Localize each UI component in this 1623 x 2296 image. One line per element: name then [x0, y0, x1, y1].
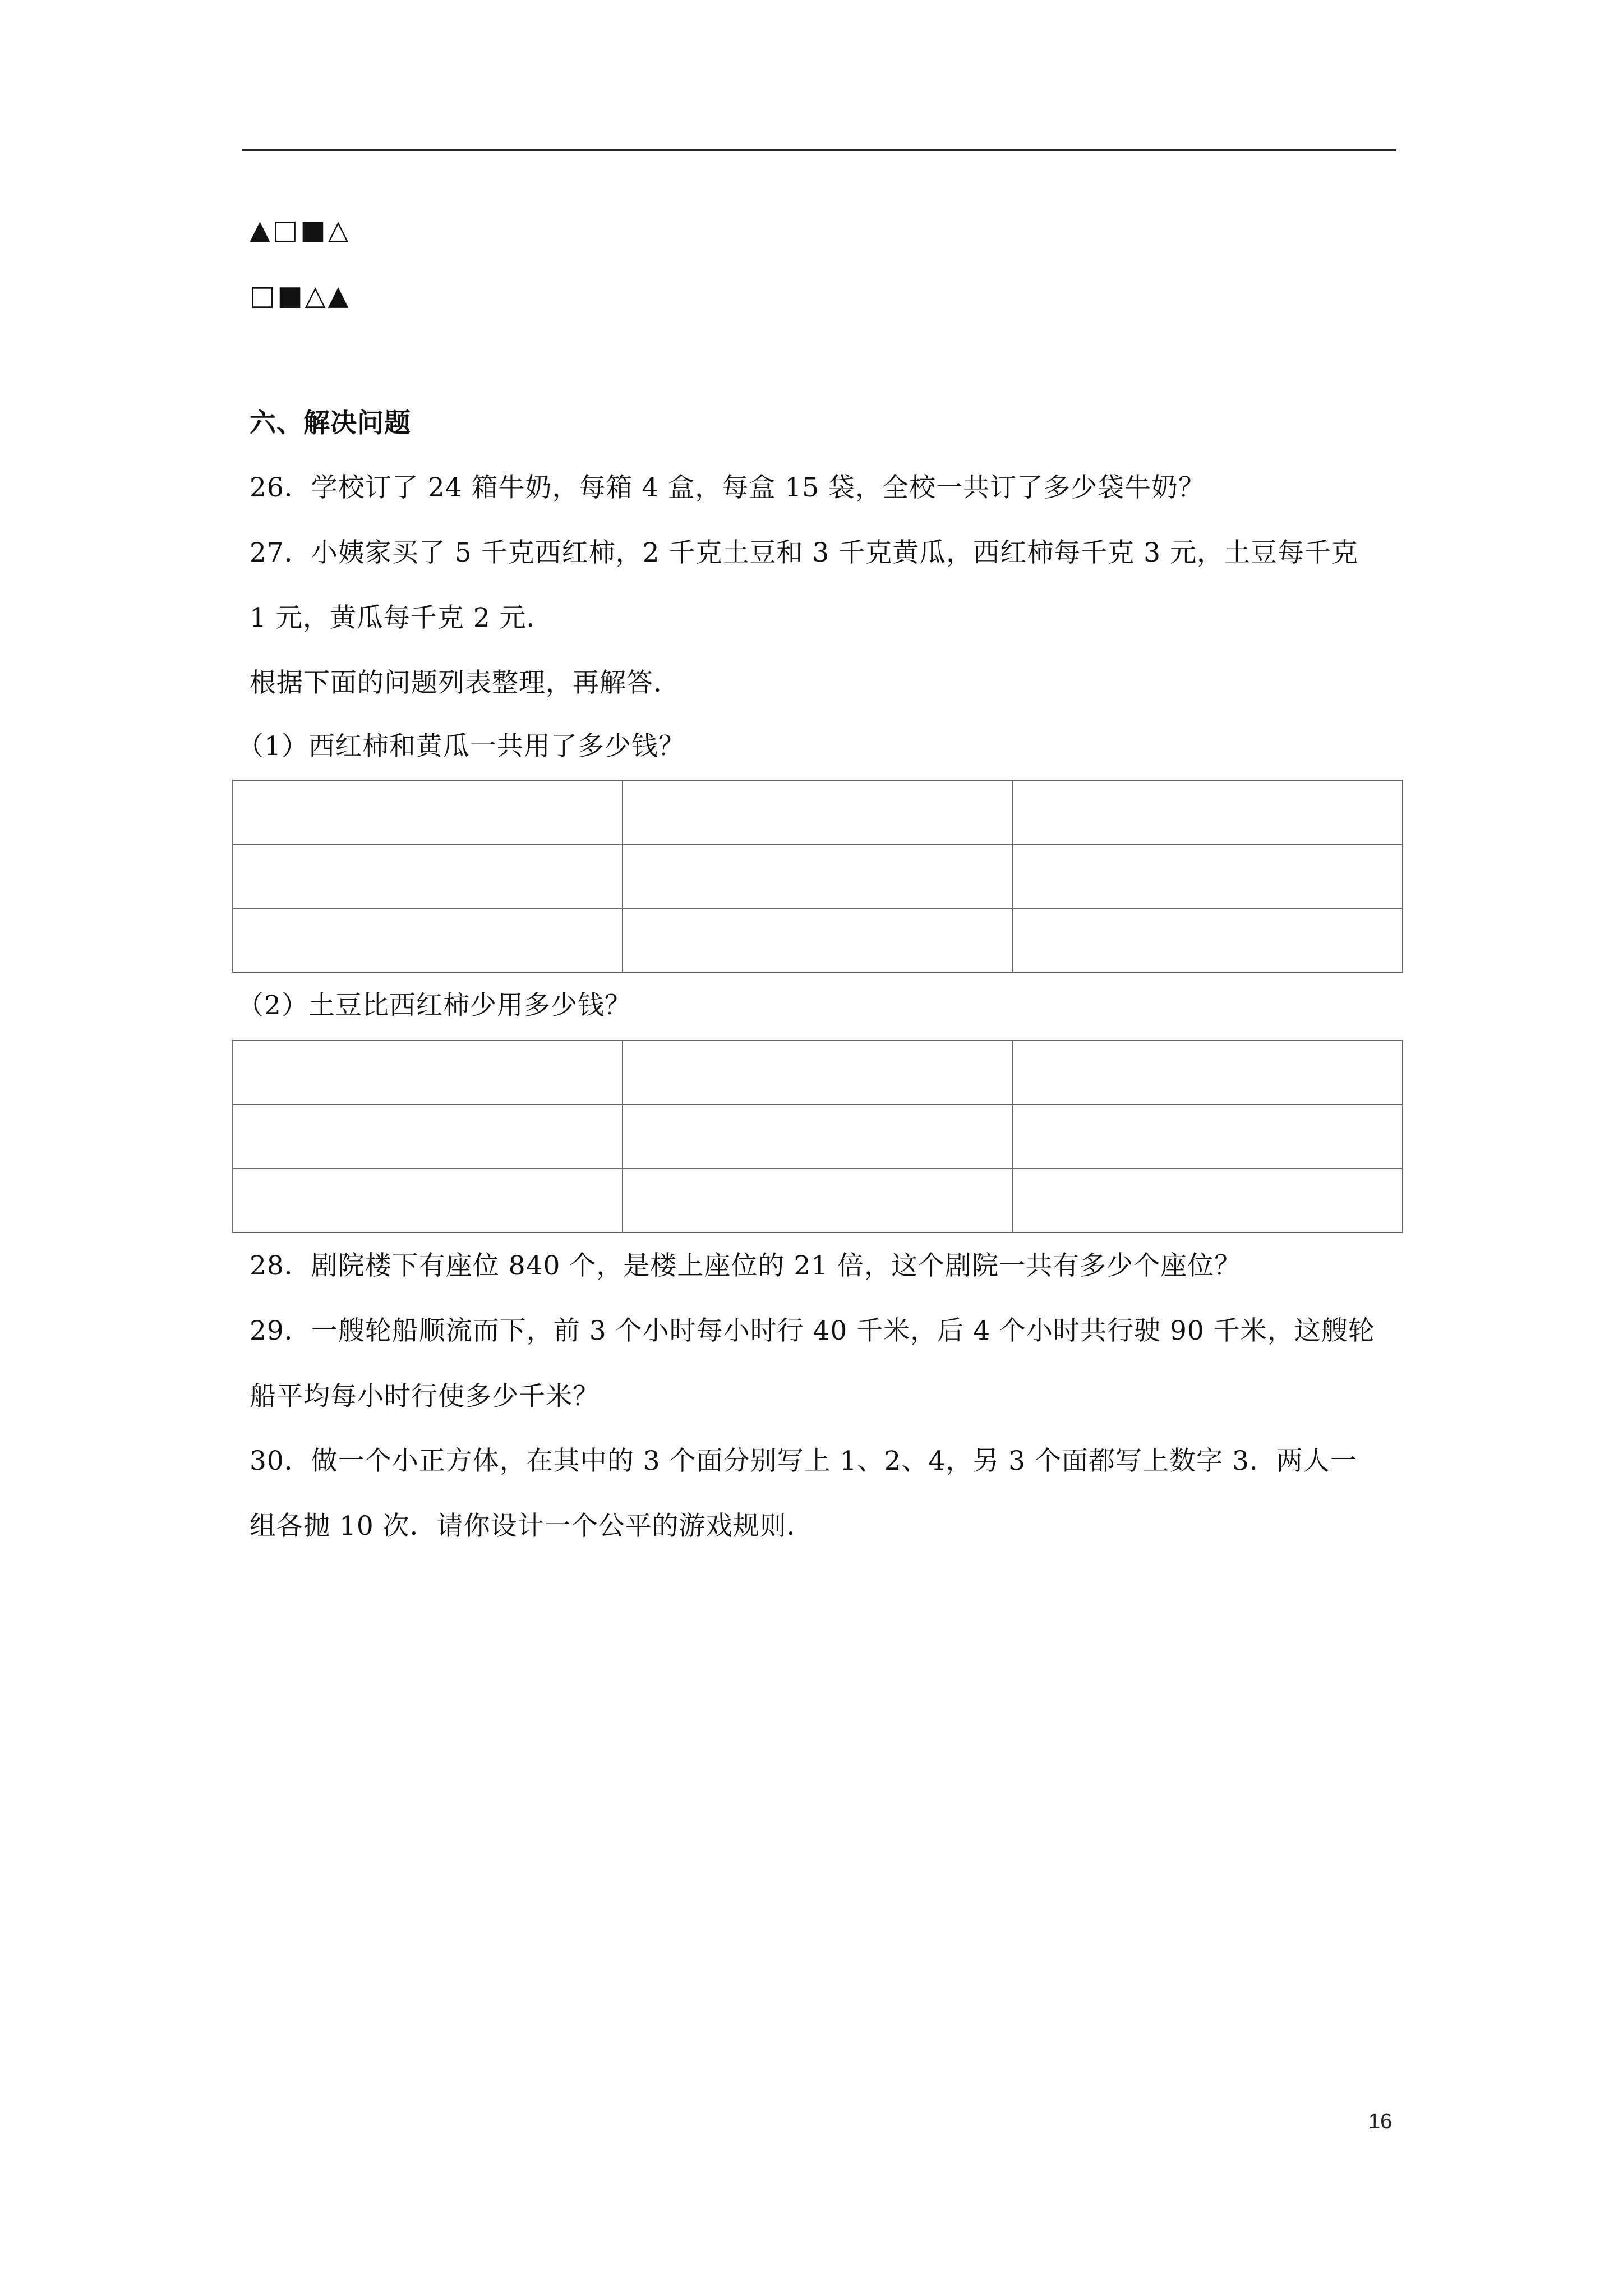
- table-cell: [233, 1168, 623, 1232]
- table-row: [233, 1168, 1403, 1232]
- table-cell: [1013, 844, 1403, 908]
- table-cell: [233, 1105, 623, 1168]
- question-29-line-1: 29．一艘轮船顺流而下，前 3 个小时每小时行 40 千米，后 4 个小时共行驶 90 千米，这艘轮: [250, 1315, 1375, 1346]
- answer-table-1: [232, 780, 1403, 973]
- question-27-line-1: 27．小姨家买了 5 千克西红柿，2 千克土豆和 3 千克黄瓜，西红柿每千克 3 元，土豆每千克: [250, 537, 1358, 568]
- table-cell: [233, 844, 623, 908]
- table-cell: [233, 1041, 623, 1105]
- table-cell: [233, 908, 623, 972]
- table-cell: [1013, 780, 1403, 844]
- table-cell: [1013, 1041, 1403, 1105]
- table-cell: [623, 1041, 1012, 1105]
- question-27-sub-2: （2）土豆比西红柿少用多少钱？: [237, 990, 631, 1021]
- header-rule: [242, 149, 1396, 151]
- table-row: [233, 844, 1403, 908]
- shape-row-2: □■△▲: [250, 280, 351, 311]
- table-cell: [623, 844, 1012, 908]
- table-cell: [623, 780, 1012, 844]
- shape-row-1: ▲□■△: [250, 214, 351, 246]
- section-title: 六、解决问题: [250, 408, 411, 439]
- table-cell: [1013, 1105, 1403, 1168]
- table-cell: [623, 1168, 1012, 1232]
- question-27-line-2: 1 元，黄瓜每千克 2 元．: [250, 602, 554, 633]
- question-30-line-2: 组各抛 10 次．请你设计一个公平的游戏规则．: [250, 1511, 814, 1542]
- table-row: [233, 1041, 1403, 1105]
- table-cell: [1013, 908, 1403, 972]
- table-row: [233, 1105, 1403, 1168]
- question-30-line-1: 30．做一个小正方体，在其中的 3 个面分别写上 1、2、4，另 3 个面都写上数字 3．两人一: [250, 1446, 1357, 1476]
- question-28: 28．剧院楼下有座位 840 个，是楼上座位的 21 倍，这个剧院一共有多少个座位？: [250, 1250, 1242, 1281]
- table-cell: [1013, 1168, 1403, 1232]
- answer-table-2: [232, 1040, 1403, 1233]
- table-row: [233, 780, 1403, 844]
- table-row: [233, 908, 1403, 972]
- table-cell: [623, 1105, 1012, 1168]
- question-27-instruction: 根据下面的问题列表整理，再解答．: [250, 668, 680, 698]
- question-29-line-2: 船平均每小时行使多少千米？: [250, 1381, 600, 1412]
- question-27-sub-1: （1）西红柿和黄瓜一共用了多少钱？: [237, 731, 685, 762]
- table-cell: [233, 780, 623, 844]
- page-number: 16: [1368, 2110, 1393, 2133]
- question-26: 26．学校订了 24 箱牛奶，每箱 4 盒，每盒 15 袋，全校一共订了多少袋牛奶？: [250, 472, 1205, 503]
- table-cell: [623, 908, 1012, 972]
